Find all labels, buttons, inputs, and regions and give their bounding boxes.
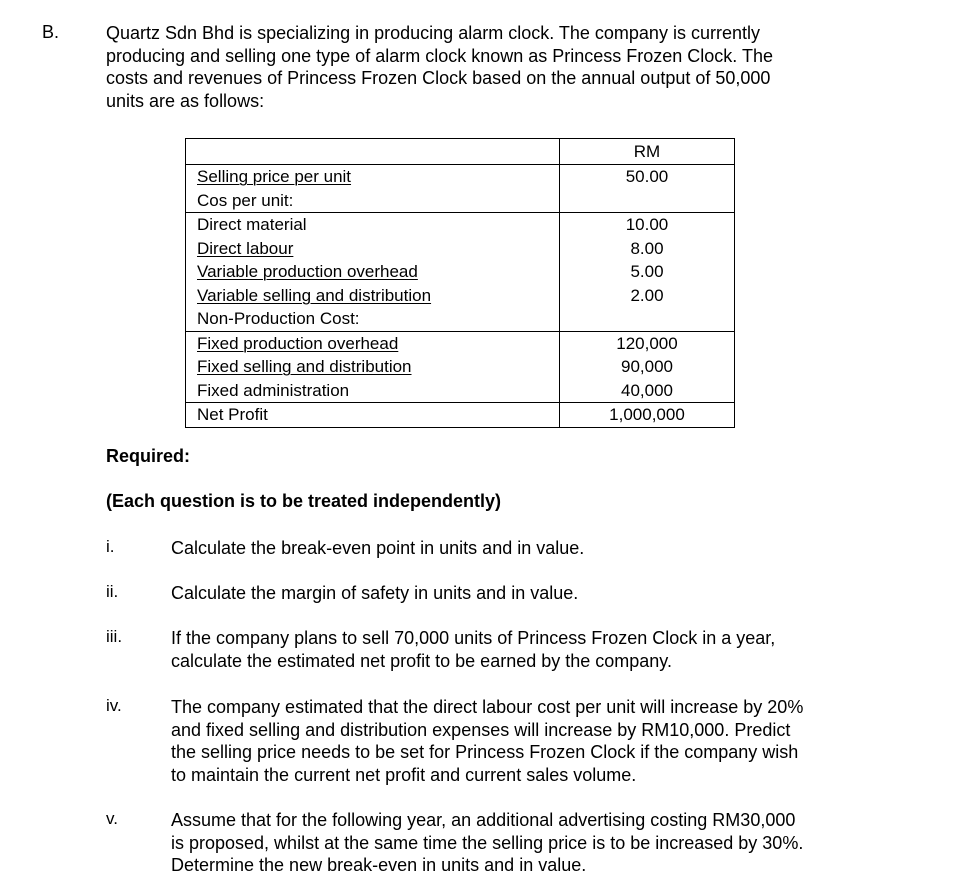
row-value: 2.00: [630, 285, 664, 305]
question-line: Calculate the break-even point in units and in value.: [171, 538, 585, 558]
intro-line: Quartz Sdn Bhd is specializing in producing alarm clock. The company is currently: [106, 23, 760, 43]
question-number: ii.: [106, 582, 119, 601]
intro-paragraph: [106, 22, 866, 112]
question-number: i.: [106, 537, 115, 556]
question-number: iii.: [106, 627, 123, 646]
question-text: [171, 627, 871, 672]
intro-line: costs and revenues of Princess Frozen Clock based on the annual output of 50,000: [106, 68, 771, 88]
question-text: [171, 696, 871, 786]
instruction-text: (Each question is to be treated independently): [106, 491, 502, 511]
question-line: to maintain the current net profit and current sales volume.: [171, 764, 637, 785]
question-line: Calculate the margin of safety in units and in value.: [171, 583, 579, 603]
question-text: [171, 809, 871, 877]
header-label-cell: [186, 139, 560, 165]
value-cell: [560, 403, 735, 428]
value-cell: [560, 331, 735, 403]
row-value: 1,000,000: [609, 405, 685, 424]
table-row: [186, 331, 735, 403]
table-header-row: [186, 139, 735, 165]
label-cell: [186, 165, 560, 213]
table-row: [186, 165, 735, 213]
label-cell: [186, 213, 560, 332]
row-label: Cos per unit:: [197, 190, 294, 210]
row-label: Direct material: [197, 215, 307, 234]
table-row: [186, 213, 735, 332]
question-text: [171, 537, 871, 560]
question-line: If the company plans to sell 70,000 units of Princess Frozen Clock in a year,: [171, 628, 776, 648]
row-value: 10.00: [625, 215, 669, 234]
row-label: Non-Production Cost:: [197, 309, 360, 328]
label-cell: [186, 403, 560, 428]
row-label: Selling price per unit: [197, 167, 352, 186]
question-line: The company estimated that the direct labour cost per unit will increase by 20%: [171, 697, 804, 717]
header-rm: RM: [560, 139, 735, 165]
intro-line: units are as follows:: [106, 90, 265, 111]
cost-table: [185, 138, 735, 428]
row-label: Net Profit: [197, 405, 268, 424]
row-value: 50.00: [625, 167, 669, 186]
required-heading: Required:: [106, 446, 191, 466]
value-cell: [560, 213, 735, 332]
row-label: Fixed production overhead: [197, 333, 399, 353]
section-label: B.: [42, 22, 60, 42]
question-line: the selling price needs to be set for Princess Frozen Clock if the company wish: [171, 742, 799, 762]
row-label: Direct labour: [197, 238, 294, 258]
value-cell: [560, 165, 735, 213]
question-line: Determine the new break-even in units and in value.: [171, 855, 587, 875]
intro-line: producing and selling one type of alarm clock known as Princess Frozen Clock. The: [106, 45, 774, 66]
row-label: Variable selling and distribution: [197, 285, 432, 305]
row-label: Fixed selling and distribution: [197, 357, 412, 376]
question-number: iv.: [106, 696, 122, 715]
question-line: is proposed, whilst at the same time the selling price is to be increased by 30%.: [171, 832, 804, 853]
question-number: v.: [106, 809, 118, 828]
question-line: calculate the estimated net profit to be earned by the company.: [171, 650, 672, 671]
row-value: 40,000: [621, 380, 673, 400]
row-value: 5.00: [630, 262, 664, 281]
question-text: [171, 582, 871, 605]
row-value: 120,000: [616, 333, 678, 353]
question-line: and fixed selling and distribution expenses will increase by RM10,000. Predict: [171, 719, 791, 740]
row-label: Variable production overhead: [197, 262, 418, 281]
question-line: Assume that for the following year, an additional advertising costing RM30,000: [171, 810, 796, 830]
row-label: Fixed administration: [197, 380, 350, 400]
label-cell: [186, 331, 560, 403]
row-value: 8.00: [630, 238, 664, 258]
row-value: 90,000: [621, 357, 673, 376]
table-row: [186, 403, 735, 428]
